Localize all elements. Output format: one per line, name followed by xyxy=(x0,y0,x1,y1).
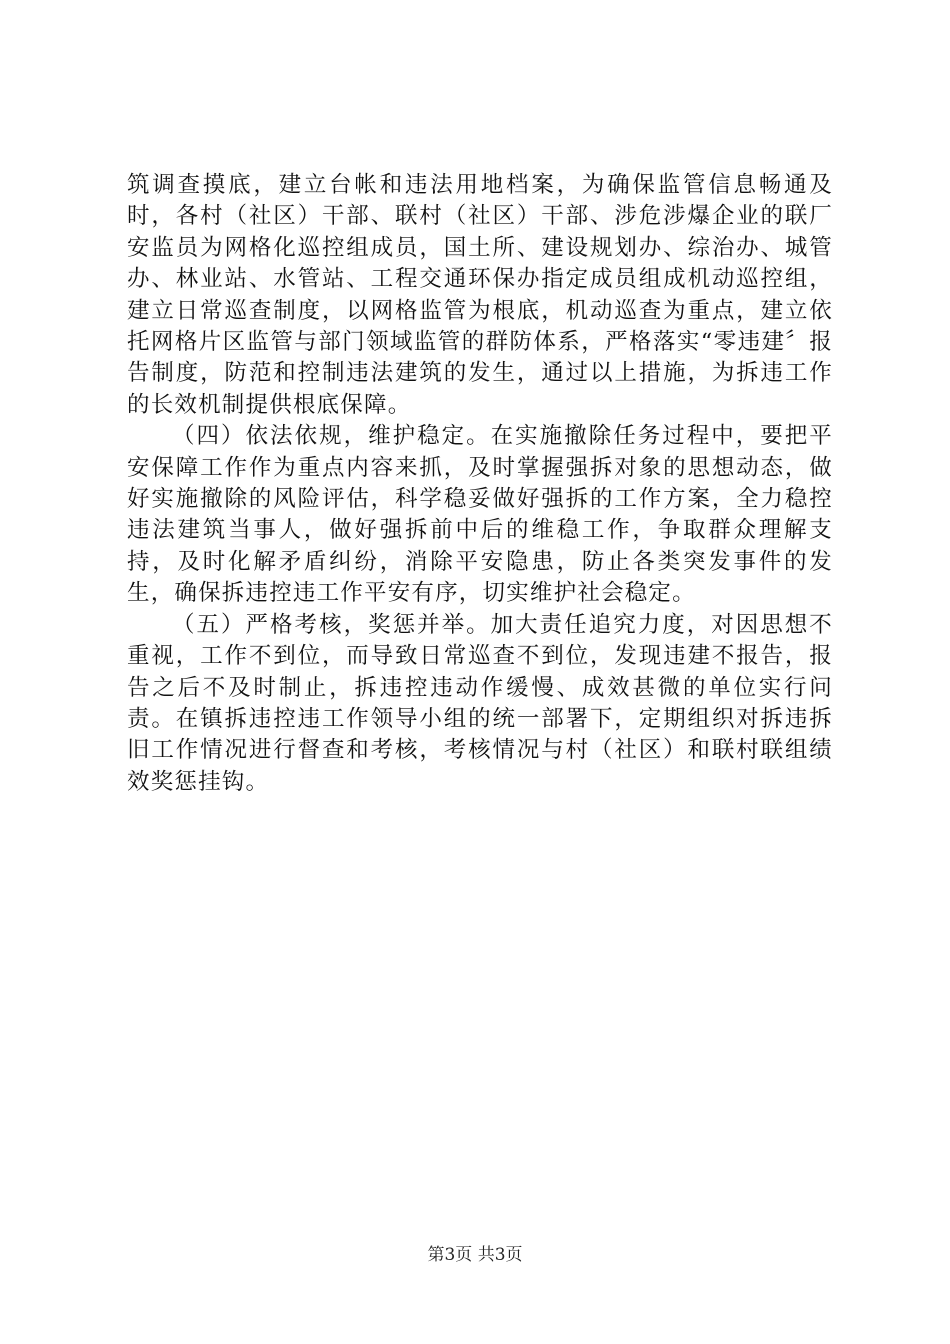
page-footer xyxy=(0,1244,950,1266)
paragraph-section-four: （四）依法依规，维护稳定。在实施撤除任务过程中，要把平安保障工作作为重点内容来抓，及时掌握强拆对象的思想动态，做好实施撤除的风险评估，科学稳妥做好强拆的工作方案，全力稳控违法建筑当事人，做好强拆前中后的维稳工作，争取群众理解支持，及时化解矛盾纠纷，消除平安隐患，防止各类突发事件的发生，确保拆违控违工作平安有序，切实维护社会稳定。 xyxy=(127,423,833,607)
paragraph-continuation: 筑调查摸底，建立台帐和违法用地档案，为确保监管信息畅通及时，各村（社区）干部、联村（社区）干部、涉危涉爆企业的联厂安监员为网格化巡控组成员，国土所、建设规划办、综治办、城管办、林业站、水管站、工程交通环保办指定成员组成机动巡控组，建立日常巡查制度，以网格监管为根底，机动巡查为重点，建立依托网格片区监管与部门领域监管的群防体系，严格落实“零违建〞报告制度，防范和控制违法建筑的发生，通过以上措施，为拆违工作的长效机制提供根底保障。 xyxy=(127,172,833,418)
paragraph-section-five: （五）严格考核，奖惩并举。加大责任追究力度，对因思想不重视，工作不到位，而导致日常巡查不到位，发现违建不报告，报告之后不及时制止，拆违控违动作缓慢、成效甚微的单位实行问责。在镇拆违控违工作领导小组的统一部署下，定期组织对拆违拆旧工作情况进行督查和考核，考核情况与村（社区）和联村联组绩效奖惩挂钩。 xyxy=(127,611,833,795)
page-number-label: 第3页 共3页 xyxy=(427,1245,523,1265)
document-body xyxy=(127,170,833,798)
